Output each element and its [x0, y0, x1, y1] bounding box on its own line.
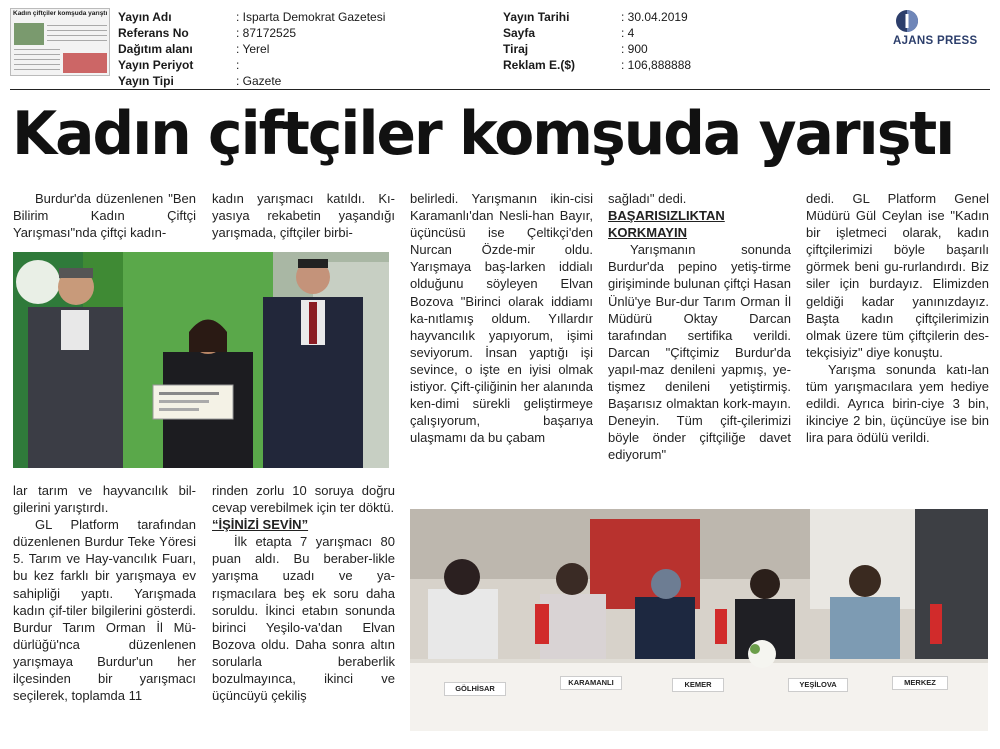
paragraph: İlk etapta 7 yarışmacı 80 puan aldı. Bu beraber-likle yarışma uzadı ve ya-rışmacılara beş ek soru daha soruldu. İkinci etabın sonunda birinci Yeşilo-va'dan Elvan Bozova oldu. Daha sonra altın sorularla beraberlik bozulmayınca, ikinci ve üçüncüyü çekiliş: [212, 534, 395, 704]
header-divider: [10, 89, 990, 90]
meta-label: Yayın Periyot: [118, 58, 194, 72]
paragraph: Yarışmanın sonunda Burdur'da pepino yetiş-tirme girişiminde bulunan çiftçi Hasan Ünlü'ye Bur-dur Tarım Orman İl Müdürü Oktay Darcan tarafından sertifika verildi. Darcan "Çiftçimiz Burdur'da yapıl-maz denileni yapmış, ye-tişmez denileni yetiştirmiş. Başarısız olmaktan kork-mayın. Deneyin. Tüm çift-çilerimizi böyle önder çiftçiliğe davet ediyorum": [608, 242, 791, 463]
meta-row: [503, 9, 691, 25]
meta-value: :: [236, 58, 240, 72]
meta-row: [118, 25, 385, 41]
ajans-press-logo: [893, 9, 993, 51]
meta-row: [118, 57, 385, 73]
paragraph: kadın yarışmacı katıldı. Kı-yasıya rekabetin yaşandığı yarışmada, çiftçiler birbi-: [212, 191, 395, 241]
paragraph: sağladı" dedi.: [608, 191, 687, 206]
meta-value: : Yerel: [236, 42, 270, 56]
paragraph: rinden zorlu 10 soruya doğru cevap verebilmek için ter döktü.: [212, 483, 395, 516]
award-ceremony-illustration: [13, 252, 389, 468]
name-card: GÖLHİSAR: [444, 682, 506, 696]
paragraph: lar tarım ve hayvancılık bil-gilerini yarıştırdı.: [13, 483, 196, 516]
page-thumbnail: [10, 8, 110, 76]
meta-value: : Gazete: [236, 74, 282, 88]
article-column-2-top: [212, 190, 395, 241]
meta-label: Yayın Tarihi: [503, 10, 570, 24]
article-column-1-bottom: [13, 482, 196, 704]
subheading-korkmayin: KORKMAYIN: [608, 225, 687, 241]
name-card: KARAMANLI: [560, 676, 622, 690]
thumbnail-photo: [14, 23, 44, 45]
subheading-basarisizliktan: BAŞARISIZLIKTAN: [608, 208, 725, 224]
meta-value: : 900: [621, 42, 648, 56]
meta-value: : Isparta Demokrat Gazetesi: [236, 10, 386, 24]
meta-label: Reklam E.($): [503, 58, 576, 72]
article-column-5: [806, 190, 989, 446]
thumbnail-photo-2: [63, 53, 107, 73]
paragraph: GL Platform tarafından düzenlenen Burdur Teke Yöresi 5. Tarım ve Hay-vancılık Fuarı, bu kez farklı bir yarışmaya ev sahipliği yaptı. Yarışmada kadın çif-tiler bilgilerini gösterdi. Burdur Tarım Orman İl Mü-dürlüğü'nca düzenlenen yarışmaya Burdur'un her ilçesinden bir yarışmacı seçilerek, toplamda 11: [13, 517, 196, 704]
paragraph: Burdur'da düzenlenen "Ben Bilirim Kadın Çiftçi Yarışması"nda çiftçi kadın-: [13, 191, 196, 241]
meta-row: [503, 25, 691, 41]
meta-value: : 30.04.2019: [621, 10, 688, 24]
meta-label: Dağıtım alanı: [118, 42, 193, 56]
name-card: KEMER: [672, 678, 724, 692]
thumbnail-title: Kadın çiftçiler komşuda yarıştı: [13, 10, 108, 17]
award-ceremony-photo: [13, 252, 389, 468]
contestants-table-illustration: [410, 509, 988, 731]
ajans-press-icon: [895, 9, 919, 33]
article-column-3: [410, 190, 593, 446]
meta-row: [503, 57, 691, 73]
meta-value: : 106,888888: [621, 58, 692, 72]
brand-name: AJANS PRESS: [893, 35, 978, 47]
article-column-2-bottom: [212, 482, 395, 704]
name-card: YEŞİLOVA: [788, 678, 848, 692]
meta-row: [118, 9, 385, 25]
article-headline: Kadın çiftçiler komşuda yarıştı: [12, 99, 954, 169]
name-card: MERKEZ: [892, 676, 948, 690]
subheading-isinizi-sevin: “İŞİNİZİ SEVİN”: [212, 517, 309, 533]
meta-row: [503, 41, 691, 57]
meta-value: : 4: [621, 26, 635, 40]
meta-label: Referans No: [118, 26, 189, 40]
meta-row: [118, 41, 385, 57]
meta-label: Sayfa: [503, 26, 536, 40]
article-column-4: [608, 190, 791, 464]
paragraph: dedi. GL Platform Genel Müdürü Gül Ceylan ise "Kadın bir işletmeci olarak, kadın çiftçilerimizi böyle başarılı görmek beni gu-rurlandırdı. Biz siler için burdayız. Elimizden geldiği kadar yanınızdayız. Başta kadın çiftçilerimizin olmak üzere tüm çiftçilerin des-tekçisiyiz" diye konuştu.: [806, 191, 989, 360]
meta-right-block: [503, 9, 691, 73]
meta-value: : 87172525: [236, 26, 297, 40]
meta-label: Tiraj: [503, 42, 529, 56]
meta-label: Yayın Tipi: [118, 74, 174, 88]
paragraph: Yarışma sonunda katı-lan tüm yarışmacılara yem hediye edildi. Ayrıca birin-ciye 3 bin, ikinciye 2 bin, üçüncüye ise bin lira para ödülü verildi.: [806, 361, 989, 446]
meta-left-block: [118, 9, 385, 89]
contestants-table-photo: [410, 509, 988, 731]
article-column-1-top: [13, 190, 196, 241]
meta-row: [118, 73, 385, 89]
paragraph: belirledi. Yarışmanın ikin-cisi Karamanlı'dan Nesli-han Bayır, üçüncüsü ise Çeltikçi'den Nurcan Özde-mir oldu. Yarışmaya baş-larken iddialı olduğunu söyleyen Elvan Bozova "Birinci olarak iddiamı ka-nıtlamış oldum. Yıllardır hayvancılık yapıyorum, işimi seviyorum. İnsan yaptığı işi sevince, o işte en iyisi olmak istiyor. Çift-çiliğinin her alanında ken-dimi sürekli geliştirmeye çalışıyorum, başarıya ulaşmamı da bu çabam: [410, 191, 593, 446]
meta-label: Yayın Adı: [118, 10, 172, 24]
